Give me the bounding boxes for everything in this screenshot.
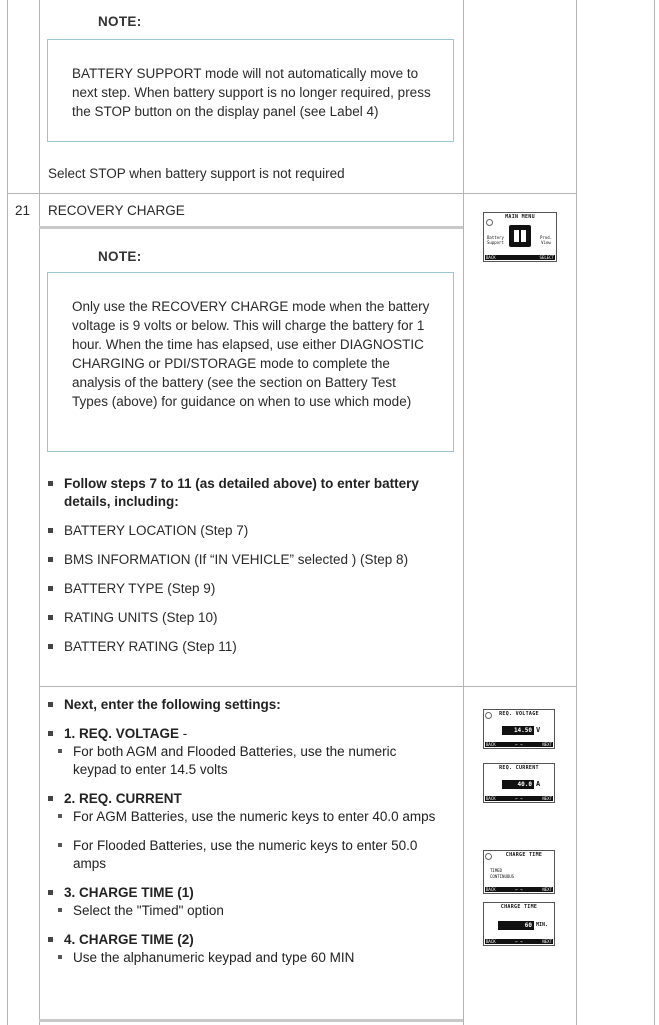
current-value: 40.0 [502,780,534,789]
list-item: BATTERY TYPE (Step 9) [48,580,443,598]
sub-item: For Flooded Batteries, use the numeric keys to enter 50.0 amps [48,837,443,873]
screen-footer [485,887,553,892]
footer-back: BACK [486,887,496,892]
footer-arrows: ← → [515,887,523,892]
note-body-2: Only use the RECOVERY CHARGE mode when the battery voltage is 9 volts or below. This will charge the battery for 1 hour. When the time has elapsed, use either DIAGNOSTIC CHARGING or PDI/STORAGE mode to complete the analysis of the battery (see the section on Battery Test Types (above) for guidance on when to use which mode) [72,299,430,409]
screen-title: MAIN MENU [505,214,535,220]
list-item [48,884,443,920]
list-item: BATTERY RATING (Step 11) [48,638,443,656]
list-item: BMS INFORMATION (If “IN VEHICLE” selected ) (Step 8) [48,551,443,569]
footer-next: NEXT [542,796,552,801]
option-continuous: CONTINUOUS [490,874,515,879]
list-item [48,725,443,779]
note-body: BATTERY SUPPORT mode will not automatically move to next step. When battery support is no longer required, press the STOP button on the display panel (see Label 4) [72,66,431,119]
settings-list [48,696,443,967]
note-box [47,39,454,142]
footer-next: NEXT [542,742,552,747]
option-timed: TIMED [490,868,503,873]
sub-item: Select the "Timed" option [48,902,443,920]
req-voltage-screen [483,709,555,749]
screen-footer [485,742,553,747]
time-value: 60 [498,921,534,930]
time2-label: 4. CHARGE TIME (2) [64,932,194,947]
list-item: Next, enter the following settings: [48,696,443,714]
voltage-unit: V [536,726,541,734]
time-unit: MIN. [536,922,549,928]
footer-select: SELECT [539,255,554,260]
screen-footer [485,939,553,944]
step-number: 21 [15,203,31,218]
list-item [48,790,443,873]
charge-time-value-screen [483,902,555,946]
footer-back: BACK [486,939,496,944]
req-current-screen [483,763,555,803]
battery-support-label: Battery Support [487,235,504,245]
step20-footer: Select STOP when battery support is not required [48,166,345,181]
charge-time-options-screen [483,850,555,894]
footer-back: BACK [486,742,496,747]
list-item: Follow steps 7 to 11 (as detailed above) to enter battery details, including: [48,475,443,511]
screen-footer [485,796,553,801]
note-title-2: NOTE: [98,249,142,264]
footer-back: BACK [486,255,496,260]
footer-next: NEXT [542,887,552,892]
sub-item: Use the alphanumeric keypad and type 60 MIN [48,949,443,967]
list-item: BATTERY LOCATION (Step 7) [48,522,443,540]
step-title: RECOVERY CHARGE [48,203,185,218]
screen-title: CHARGE TIME [500,904,538,910]
sub-item: For both AGM and Flooded Batteries, use the numeric keypad to enter 14.5 volts [48,743,443,779]
note-box-2 [47,272,454,452]
current-label: 2. REQ. CURRENT [64,791,182,806]
list-item [48,931,443,967]
prod-view-label: Prod. View [539,235,553,245]
battery-icon [509,225,531,247]
footer-back: BACK [486,796,496,801]
screen-footer [485,255,555,260]
screen-title: REQ. VOLTAGE [499,711,539,717]
voltage-label: 1. REQ. VOLTAGE [64,726,180,741]
battery-details-list [48,475,443,656]
note-title: NOTE: [98,14,142,29]
footer-arrows: ← → [515,742,523,747]
footer-arrows: ← → [515,939,523,944]
main-menu-screen [483,212,557,262]
list-item: RATING UNITS (Step 10) [48,609,443,627]
current-unit: A [536,780,541,788]
voltage-value: 14.50 [502,726,534,735]
screen-title: REQ. CURRENT [499,765,539,771]
screen-title: CHARGE TIME [505,852,543,858]
footer-next: NEXT [542,939,552,944]
voltage-dash: - [179,726,188,741]
footer-arrows: ← → [515,796,523,801]
time1-label: 3. CHARGE TIME (1) [64,885,194,900]
sub-item: For AGM Batteries, use the numeric keys to enter 40.0 amps [48,808,443,826]
magnifier-icon [486,219,493,226]
